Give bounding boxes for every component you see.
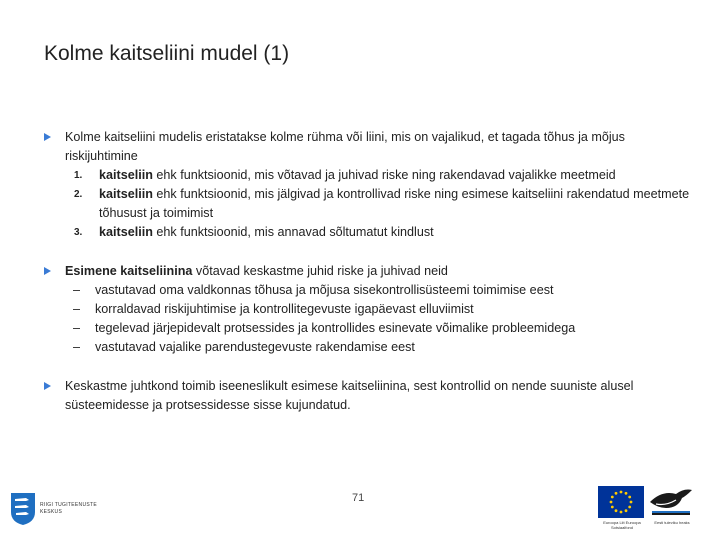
list-item: 2. kaitseliin ehk funktsioonid, mis jälgivad ja kontrollivad riske ning esimese kaitseliini rakendatud meetmete tõhusust ja toimimist — [74, 187, 690, 220]
arrow-bullet-icon — [44, 267, 51, 275]
bullet-1-text: Kolme kaitseliini mudelis eristatakse kolme rühma või liini, mis on vajalikud, et tagada tõhus ja mõjus riskijuhtimine — [65, 130, 625, 163]
list-item: 1. kaitseliin ehk funktsioonid, mis võtavad ja juhivad riske ning rakendavad vajalikke meetmeid — [74, 168, 616, 182]
numbered-list — [65, 166, 694, 242]
arrow-bullet-icon — [44, 133, 51, 141]
page-number: 71 — [352, 492, 365, 504]
slide-content — [44, 128, 694, 415]
coat-of-arms-icon — [10, 492, 36, 526]
est-caption: Eesti tuleviku heaks — [654, 520, 690, 525]
list-item: 3. kaitseliin ehk funktsioonid, mis annavad sõltumatut kindlust — [74, 225, 434, 239]
list-item: – korraldavad riskijuhtimise ja kontrollitegevuste igapäevast elluviimist — [73, 302, 474, 316]
list-item: – vastutavad vajalike parendustegevuste rakendamise eest — [73, 340, 415, 354]
eu-flag-icon — [598, 486, 644, 518]
eu-caption: Euroopa Liit Euroopa Sotsiaalfond — [603, 520, 641, 530]
list-item: – vastutavad oma valdkonnas tõhusa ja mõjusa sisekontrollisüsteemi toimimise eest — [73, 283, 554, 297]
swallow-logo-icon — [648, 484, 694, 518]
bullet-2 — [44, 262, 694, 357]
left-logo-text: RIIGI TUGITEENUSTE KESKUS — [40, 502, 97, 515]
bullet-3-text: Keskastme juhtkond toimib iseeneslikult esimese kaitseliinina, sest kontrollid on nende suuniste alusel süsteemidesse ja protsessidesse sisse kujundatud. — [65, 379, 634, 412]
bullet-2-text: Esimene kaitseliinina võtavad keskastme juhid riske ja juhivad neid — [65, 264, 448, 278]
list-item: – tegelevad järjepidevalt protsessides ja kontrollides esinevate võimalike probleemidega — [73, 321, 576, 335]
dash-list — [65, 281, 694, 357]
bullet-3 — [44, 377, 694, 415]
slide-title: Kolme kaitseliini mudel (1) — [44, 42, 290, 65]
arrow-bullet-icon — [44, 382, 51, 390]
bullet-1 — [44, 128, 694, 242]
